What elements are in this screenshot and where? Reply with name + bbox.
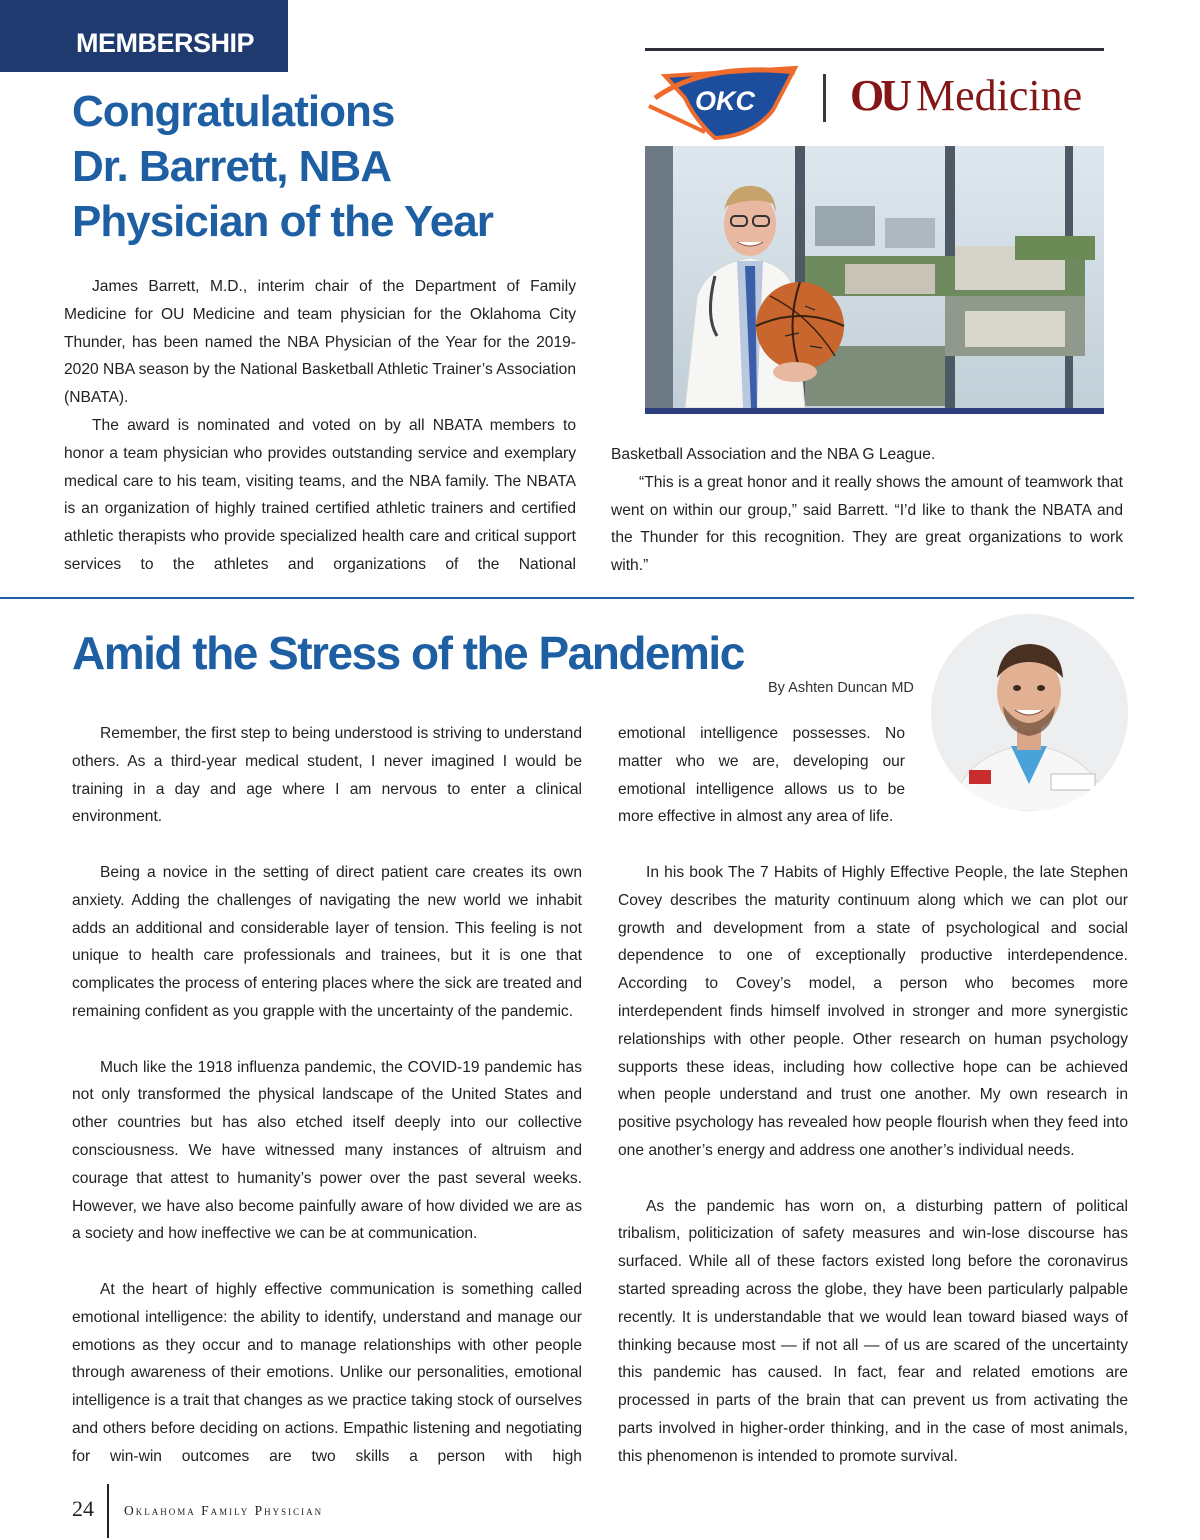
article1-column-right <box>611 441 1123 580</box>
footer-divider <box>107 1484 109 1538</box>
headline-line: Dr. Barrett, NBA <box>72 142 391 191</box>
logo-rule <box>645 48 1104 51</box>
article1-headline <box>72 84 592 249</box>
article1-column-left <box>64 273 576 579</box>
logo-strip <box>645 58 1104 142</box>
ou-medicine-logo <box>850 70 1082 121</box>
page-number: 24 <box>72 1496 94 1521</box>
section-tab: MEMBERSHIP <box>0 0 288 72</box>
article2-paragraph: As the pandemic has worn on, a disturbing pattern of political tribalism, politicization of safety measures and win-lose discourse has surfaced. While all of these factors existed long before the coronavirus started spreading across the globe, they have been particularly palpable recently. It is understandable that we would lean toward biased ways of thinking because most — if not all — of us are scared of the uncertainty this pandemic has caused. In fact, fear and related emotions are processed in parts of the brain that can prevent us from activating the parts involved in higher-order thinking, and in the case of most animals, this phenomenon is intended to promote survival. <box>618 1197 1128 1465</box>
okc-wordmark: OKC <box>695 86 755 116</box>
article1-paragraph: “This is a great honor and it really shows the amount of teamwork that went on within our group,” said Barrett. “I’d like to thank the NBATA and the Thunder for this recognition. They are great organizations to work with.” <box>611 473 1123 575</box>
article2-column-left <box>72 720 582 1471</box>
headline-line: Physician of the Year <box>72 197 493 246</box>
article1-paragraph: The award is nominated and voted on by all NBATA members to honor a team physician who provides outstanding service and exemplary medical care to his team, visiting teams, and the NBA family. The NBATA is an organization of highly trained certified athletic trainers and certified athletic therapists who provide specialized health care and critical support services to the athletes and organizations of the National <box>64 416 576 573</box>
section-divider <box>0 597 1134 599</box>
medicine-wordmark: Medicine <box>916 71 1083 120</box>
headline-line: Congratulations <box>72 87 395 136</box>
byline: By Ashten Duncan MD <box>768 680 914 696</box>
article2-column-right <box>618 720 1128 1471</box>
article1-paragraph: Basketball Association and the NBA G League. <box>611 446 936 463</box>
article1-paragraph: James Barrett, M.D., interim chair of the Department of Family Medicine for OU Medicine and team physician for the Oklahoma City Thunder, has been named the NBA Physician of the Year for the 2019-2020 NBA season by the National Basketball Athletic Trainer’s Association (NBATA). <box>64 278 576 407</box>
article2-paragraph: Much like the 1918 influenza pandemic, the COVID-19 pandemic has not only transformed the physical landscape of the United States and other countries but has also etched itself deeply into our collective consciousness. We have witnessed many instances of altruism and courage that attest to humanity’s power over the past several weeks. However, we have also become painfully aware of how divided we are as a society and how ineffective we can be at communication. <box>72 1058 582 1243</box>
article2-paragraph: At the heart of highly effective communication is something called emotional intelligence: the ability to identify, understand and manage our emotions as they occur and to manage relationships with other people through awareness of their emotions. Unlike our personalities, emotional intelligence is a trait that changes as we practice taking stock of ourselves and others before deciding on actions. Empathic listening and negotiating for win-win outcomes are two skills a person with high <box>72 1280 582 1465</box>
article2-paragraph: In his book The 7 Habits of Highly Effective People, the late Stephen Covey describes the maturity continuum along which we can plot our growth and development from a state of psychological and social dependence to one of exceptionally productive interdependence. According to Covey’s model, a person who becomes more interdependent finds himself involved in stronger and more synergistic relationships with other people. Other research on human psychology supports these ideas, including how collective hope can be achieved when people understand and trust one another. My own research in positive psychology has revealed how people flourish when they feed into one another’s energy and address one another’s individual needs. <box>618 863 1128 1159</box>
physician-photo <box>645 146 1104 414</box>
article2-headline: Amid the Stress of the Pandemic <box>72 627 744 679</box>
article2-paragraph: Remember, the first step to being understood is striving to understand others. As a third-year medical student, I never imagined I would be training in a day and age where I am nervous to enter a clinical environment. <box>72 725 582 826</box>
physician-basketball-image <box>645 146 1104 408</box>
ou-mark: OU <box>850 71 908 120</box>
publication-title: Oklahoma Family Physician <box>124 1503 324 1518</box>
article2-paragraph: emotional intelligence possesses. No matter who we are, developing our emotional intelligence allows us to be more effective in almost any area of life. <box>618 725 905 826</box>
article2-paragraph: Being a novice in the setting of direct patient care creates its own anxiety. Adding the challenges of navigating the new world we inhabit adds an additional and considerable layer of tension. This feeling is not unique to health care professionals and trainees, but it is one that complicates the process of entering places where the sick are treated and remaining confident as you grapple with the uncertainty of the pandemic. <box>72 863 582 1020</box>
